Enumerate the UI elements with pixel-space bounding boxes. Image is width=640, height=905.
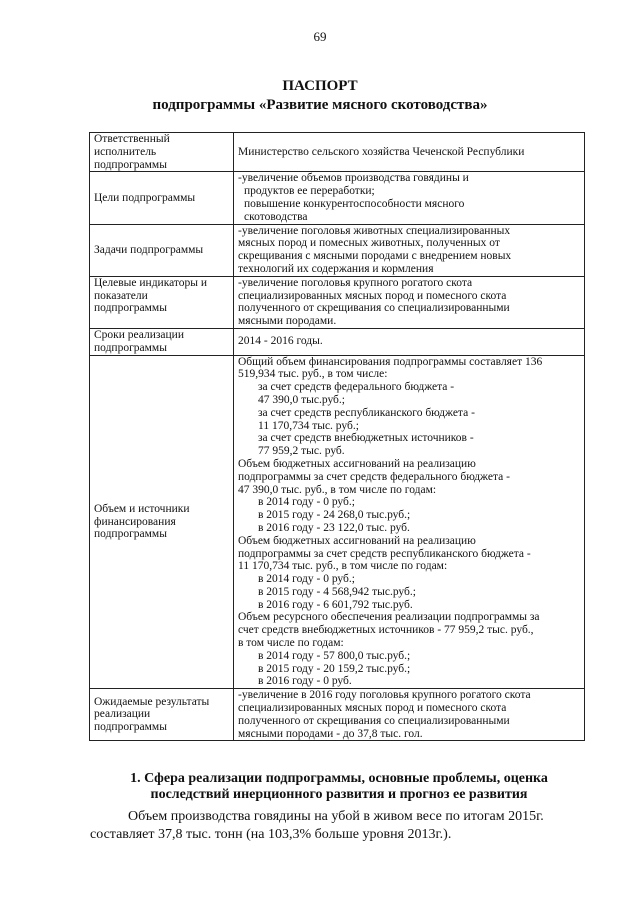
page-number: 69 xyxy=(313,29,327,44)
value-line: Объем бюджетных ассигнований на реализацию xyxy=(238,457,476,470)
value-line: мясными породами. xyxy=(238,315,337,328)
page-title: ПАСПОРТ xyxy=(282,78,358,94)
section-heading xyxy=(90,771,588,803)
value-line: полученного от скрещивания со специализированными xyxy=(238,302,510,315)
value-line: скрещивания с мясными породами с внедрением новых xyxy=(238,250,512,263)
passport-row xyxy=(90,224,585,276)
label-line: подпрограммы xyxy=(94,528,167,541)
label-line: Сроки реализации xyxy=(94,328,184,341)
value-line: -увеличение поголовья крупного рогатого скота xyxy=(238,276,473,289)
passport-row-value xyxy=(234,328,585,355)
value-line: Министерство сельского хозяйства Чеченской Республики xyxy=(238,145,525,158)
passport-row-label xyxy=(90,689,234,741)
value-line: подпрограммы за счет средств республиканского бюджета - xyxy=(238,547,531,560)
value-line: в 2014 году - 57 800,0 тыс.руб.; xyxy=(258,649,411,662)
passport-row-value xyxy=(234,172,585,224)
value-line: за счет средств федерального бюджета - xyxy=(258,381,455,394)
value-line: счет средств внебюджетных источников - 77 959,2 тыс. руб., xyxy=(238,624,534,637)
value-line: 77 959,2 тыс. руб. xyxy=(258,445,345,458)
label-line: Объем и источники xyxy=(94,502,190,515)
passport-row-label xyxy=(90,355,234,689)
value-line: полученного от скрещивания со специализированными xyxy=(238,714,510,727)
value-line: мясными породами - до 37,8 тыс. гол. xyxy=(238,727,423,740)
passport-row-label xyxy=(90,133,234,172)
passport-row-value xyxy=(234,689,585,741)
passport-row-label xyxy=(90,276,234,328)
passport-row xyxy=(90,328,585,355)
body-line: Объем производства говядины на убой в живом весе по итогам 2015г. xyxy=(128,809,544,824)
value-line: -увеличение поголовья животных специализированных xyxy=(238,224,511,237)
section-heading-line: последствий инерционного развития и прогноз ее развития xyxy=(150,787,528,802)
value-line: 47 390,0 тыс.руб.; xyxy=(258,393,345,406)
label-line: подпрограммы xyxy=(94,721,167,734)
body-line: составляет 37,8 тыс. тонн (на 103,3% больше уровня 2013г.). xyxy=(90,827,452,842)
passport-row-value xyxy=(234,355,585,689)
value-line: в том числе по годам: xyxy=(238,637,344,650)
label-line: Ожидаемые результаты xyxy=(94,695,210,708)
passport-row xyxy=(90,355,585,689)
value-line: подпрограммы за счет средств федерального бюджета - xyxy=(238,470,510,483)
value-line: продуктов ее переработки; xyxy=(244,185,375,198)
passport-row xyxy=(90,689,585,741)
passport-row xyxy=(90,276,585,328)
value-line: -увеличение объемов производства говядины и xyxy=(238,172,469,185)
passport-row-label xyxy=(90,328,234,355)
passport-table-body xyxy=(90,133,585,741)
passport-row-label xyxy=(90,172,234,224)
passport-row-value xyxy=(234,133,585,172)
label-line: Задачи подпрограммы xyxy=(94,243,204,256)
value-line: в 2014 году - 0 руб.; xyxy=(258,496,355,509)
passport-row-value xyxy=(234,224,585,276)
value-line: в 2015 году - 20 159,2 тыс.руб.; xyxy=(258,662,411,675)
value-line: за счет средств внебюджетных источников - xyxy=(258,432,474,445)
value-line: Общий объем финансирования подпрограммы составляет 136 xyxy=(238,355,543,368)
value-line: в 2016 году - 6 601,792 тыс.руб. xyxy=(258,598,413,611)
label-line: реализации xyxy=(94,708,151,721)
value-line: 2014 - 2016 годы. xyxy=(238,335,323,348)
body-paragraph xyxy=(90,808,590,844)
label-line: Целевые индикаторы и xyxy=(94,276,208,289)
value-line: в 2015 году - 4 568,942 тыс.руб.; xyxy=(258,585,416,598)
label-line: Ответственный xyxy=(94,133,170,145)
value-line: -увеличение в 2016 году поголовья крупного рогатого скота xyxy=(238,689,531,702)
page-subtitle: подпрограммы «Развитие мясного скотоводства» xyxy=(152,97,488,113)
value-line: технологий их содержания и кормления xyxy=(238,262,434,275)
value-line: в 2014 году - 0 руб.; xyxy=(258,573,355,586)
section-heading-line: 1. Сфера реализации подпрограммы, основные проблемы, оценка xyxy=(130,771,548,786)
value-line: 47 390,0 тыс. руб., в том числе по годам: xyxy=(238,483,437,496)
value-line: за счет средств республиканского бюджета - xyxy=(258,406,475,419)
label-line: показатели xyxy=(94,289,148,302)
passport-table xyxy=(89,132,585,741)
value-line: в 2016 году - 0 руб. xyxy=(258,675,352,688)
value-line: повышение конкурентоспособности мясного xyxy=(244,197,465,210)
value-line: в 2015 году - 24 268,0 тыс.руб.; xyxy=(258,509,411,522)
value-line: Объем ресурсного обеспечения реализации подпрограммы за xyxy=(238,611,540,624)
label-line: подпрограммы xyxy=(94,341,167,354)
passport-row-value xyxy=(234,276,585,328)
label-line: Цели подпрограммы xyxy=(94,191,196,204)
value-line: мясных пород и помесных животных, полученных от xyxy=(238,237,500,250)
passport-row xyxy=(90,133,585,172)
label-line: подпрограммы xyxy=(94,302,167,315)
value-line: Объем бюджетных ассигнований на реализацию xyxy=(238,534,476,547)
passport-row-label xyxy=(90,224,234,276)
label-line: финансирования xyxy=(94,515,176,528)
passport-row xyxy=(90,172,585,224)
value-line: специализированных мясных пород и помесного скота xyxy=(238,289,507,302)
value-line: 11 170,734 тыс. руб., в том числе по годам: xyxy=(238,560,448,573)
value-line: в 2016 году - 23 122,0 тыс. руб. xyxy=(258,521,410,534)
value-line: скотоводства xyxy=(244,210,308,223)
value-line: 519,934 тыс. руб., в том числе: xyxy=(238,368,388,381)
value-line: 11 170,734 тыс. руб.; xyxy=(258,419,359,432)
label-line: подпрограммы xyxy=(94,158,167,171)
value-line: специализированных мясных пород и помесного скота xyxy=(238,702,507,715)
label-line: исполнитель xyxy=(94,145,157,158)
